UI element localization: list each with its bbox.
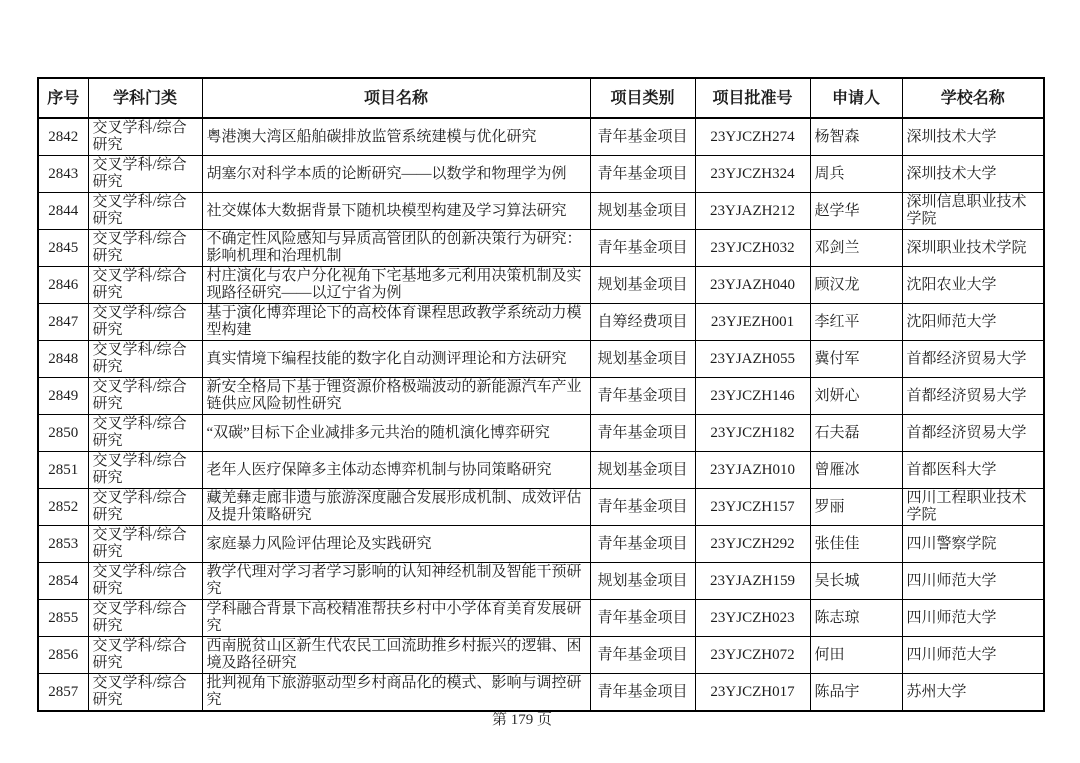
table-row — [38, 563, 1044, 600]
header-applicant: 申请人 — [810, 78, 902, 118]
cell-grant-number: 23YJCZH072 — [695, 637, 810, 674]
cell-school: 首都经济贸易大学 — [902, 341, 1044, 378]
cell-project-title: 老年人医疗保障多主体动态博弈机制与协同策略研究 — [202, 452, 590, 489]
cell-project-title: 村庄演化与农户分化视角下宅基地多元利用决策机制及实现路径研究——以辽宁省为例 — [202, 267, 590, 304]
cell-school: 深圳技术大学 — [902, 156, 1044, 193]
cell-school: 首都经济贸易大学 — [902, 378, 1044, 415]
cell-discipline: 交叉学科/综合研究 — [88, 637, 202, 674]
cell-school: 深圳技术大学 — [902, 118, 1044, 156]
cell-category: 规划基金项目 — [590, 267, 695, 304]
cell-project-title: “双碳”目标下企业减排多元共治的随机演化博弈研究 — [202, 415, 590, 452]
cell-school: 深圳信息职业技术学院 — [902, 193, 1044, 230]
table-header — [38, 78, 1044, 118]
cell-grant-number: 23YJCZH032 — [695, 230, 810, 267]
cell-applicant: 杨智森 — [810, 118, 902, 156]
cell-school: 四川师范大学 — [902, 600, 1044, 637]
table-row — [38, 600, 1044, 637]
cell-discipline: 交叉学科/综合研究 — [88, 193, 202, 230]
table-row — [38, 341, 1044, 378]
cell-school: 首都经济贸易大学 — [902, 415, 1044, 452]
cell-category: 青年基金项目 — [590, 230, 695, 267]
cell-project-title: 基于演化博弈理论下的高校体育课程思政教学系统动力模型构建 — [202, 304, 590, 341]
header-school: 学校名称 — [902, 78, 1044, 118]
cell-applicant: 李红平 — [810, 304, 902, 341]
cell-project-title: 批判视角下旅游驱动型乡村商品化的模式、影响与调控研究 — [202, 674, 590, 712]
table-row — [38, 674, 1044, 712]
cell-school: 深圳职业技术学院 — [902, 230, 1044, 267]
cell-applicant: 吴长城 — [810, 563, 902, 600]
cell-applicant: 曾雁冰 — [810, 452, 902, 489]
cell-applicant: 邓剑兰 — [810, 230, 902, 267]
cell-project-title: 新安全格局下基于锂资源价格极端波动的新能源汽车产业链供应风险韧性研究 — [202, 378, 590, 415]
table-row — [38, 193, 1044, 230]
cell-school: 四川工程职业技术学院 — [902, 489, 1044, 526]
cell-grant-number: 23YJCZH274 — [695, 118, 810, 156]
cell-grant-number: 23YJEZH001 — [695, 304, 810, 341]
cell-grant-number: 23YJAZH040 — [695, 267, 810, 304]
cell-category: 青年基金项目 — [590, 600, 695, 637]
cell-school: 四川警察学院 — [902, 526, 1044, 563]
table-row — [38, 452, 1044, 489]
cell-project-title: 西南脱贫山区新生代农民工回流助推乡村振兴的逻辑、困境及路径研究 — [202, 637, 590, 674]
cell-category: 青年基金项目 — [590, 118, 695, 156]
cell-project-title: 社交媒体大数据背景下随机块模型构建及学习算法研究 — [202, 193, 590, 230]
header-discipline: 学科门类 — [88, 78, 202, 118]
cell-discipline: 交叉学科/综合研究 — [88, 304, 202, 341]
table-row — [38, 304, 1044, 341]
table-row — [38, 230, 1044, 267]
cell-project-title: 真实情境下编程技能的数字化自动测评理论和方法研究 — [202, 341, 590, 378]
cell-serial: 2846 — [38, 267, 88, 304]
cell-applicant: 罗丽 — [810, 489, 902, 526]
cell-applicant: 赵学华 — [810, 193, 902, 230]
cell-school: 沈阳师范大学 — [902, 304, 1044, 341]
cell-applicant: 陈志琼 — [810, 600, 902, 637]
cell-serial: 2847 — [38, 304, 88, 341]
cell-serial: 2850 — [38, 415, 88, 452]
cell-discipline: 交叉学科/综合研究 — [88, 230, 202, 267]
cell-discipline: 交叉学科/综合研究 — [88, 341, 202, 378]
cell-discipline: 交叉学科/综合研究 — [88, 489, 202, 526]
cell-discipline: 交叉学科/综合研究 — [88, 452, 202, 489]
cell-serial: 2856 — [38, 637, 88, 674]
cell-serial: 2849 — [38, 378, 88, 415]
cell-serial: 2844 — [38, 193, 88, 230]
cell-discipline: 交叉学科/综合研究 — [88, 415, 202, 452]
table-body — [38, 118, 1044, 711]
cell-project-title: 学科融合背景下高校精准帮扶乡村中小学体育美育发展研究 — [202, 600, 590, 637]
cell-discipline: 交叉学科/综合研究 — [88, 267, 202, 304]
header-project-title: 项目名称 — [202, 78, 590, 118]
cell-category: 自筹经费项目 — [590, 304, 695, 341]
cell-school: 四川师范大学 — [902, 563, 1044, 600]
cell-grant-number: 23YJCZH292 — [695, 526, 810, 563]
cell-serial: 2852 — [38, 489, 88, 526]
cell-discipline: 交叉学科/综合研究 — [88, 378, 202, 415]
cell-grant-number: 23YJAZH055 — [695, 341, 810, 378]
cell-serial: 2851 — [38, 452, 88, 489]
cell-serial: 2855 — [38, 600, 88, 637]
header-serial: 序号 — [38, 78, 88, 118]
cell-serial: 2848 — [38, 341, 88, 378]
cell-applicant: 刘妍心 — [810, 378, 902, 415]
table-row — [38, 637, 1044, 674]
table-row — [38, 378, 1044, 415]
cell-project-title: 胡塞尔对科学本质的论断研究——以数学和物理学为例 — [202, 156, 590, 193]
cell-category: 青年基金项目 — [590, 674, 695, 712]
cell-grant-number: 23YJCZH017 — [695, 674, 810, 712]
table-row — [38, 118, 1044, 156]
cell-grant-number: 23YJCZH146 — [695, 378, 810, 415]
cell-grant-number: 23YJCZH157 — [695, 489, 810, 526]
cell-school: 苏州大学 — [902, 674, 1044, 712]
cell-applicant: 周兵 — [810, 156, 902, 193]
table-row — [38, 156, 1044, 193]
cell-category: 青年基金项目 — [590, 526, 695, 563]
cell-project-title: 藏羌彝走廊非遗与旅游深度融合发展形成机制、成效评估及提升策略研究 — [202, 489, 590, 526]
cell-project-title: 粤港澳大湾区船舶碳排放监管系统建模与优化研究 — [202, 118, 590, 156]
cell-category: 青年基金项目 — [590, 489, 695, 526]
header-category: 项目类别 — [590, 78, 695, 118]
cell-category: 青年基金项目 — [590, 637, 695, 674]
cell-grant-number: 23YJAZH010 — [695, 452, 810, 489]
header-row — [38, 78, 1044, 118]
cell-applicant: 张佳佳 — [810, 526, 902, 563]
cell-grant-number: 23YJAZH212 — [695, 193, 810, 230]
cell-discipline: 交叉学科/综合研究 — [88, 563, 202, 600]
table-row — [38, 267, 1044, 304]
grant-project-table — [37, 77, 1045, 712]
cell-discipline: 交叉学科/综合研究 — [88, 674, 202, 712]
cell-category: 规划基金项目 — [590, 193, 695, 230]
cell-category: 青年基金项目 — [590, 156, 695, 193]
cell-category: 青年基金项目 — [590, 378, 695, 415]
cell-school: 首都医科大学 — [902, 452, 1044, 489]
cell-category: 规划基金项目 — [590, 452, 695, 489]
page-number-footer: 第 179 页 — [491, 712, 552, 728]
cell-serial: 2842 — [38, 118, 88, 156]
cell-serial: 2843 — [38, 156, 88, 193]
cell-category: 规划基金项目 — [590, 563, 695, 600]
cell-discipline: 交叉学科/综合研究 — [88, 526, 202, 563]
cell-category: 规划基金项目 — [590, 341, 695, 378]
cell-project-title: 家庭暴力风险评估理论及实践研究 — [202, 526, 590, 563]
table-row — [38, 415, 1044, 452]
cell-grant-number: 23YJCZH023 — [695, 600, 810, 637]
cell-serial: 2857 — [38, 674, 88, 712]
cell-discipline: 交叉学科/综合研究 — [88, 118, 202, 156]
cell-applicant: 顾汉龙 — [810, 267, 902, 304]
cell-grant-number: 23YJCZH324 — [695, 156, 810, 193]
table-row — [38, 489, 1044, 526]
cell-serial: 2845 — [38, 230, 88, 267]
cell-grant-number: 23YJCZH182 — [695, 415, 810, 452]
cell-applicant: 陈品宇 — [810, 674, 902, 712]
cell-school: 四川师范大学 — [902, 637, 1044, 674]
cell-applicant: 冀付军 — [810, 341, 902, 378]
cell-serial: 2854 — [38, 563, 88, 600]
table-row — [38, 526, 1044, 563]
cell-project-title: 教学代理对学习者学习影响的认知神经机制及智能干预研究 — [202, 563, 590, 600]
cell-grant-number: 23YJAZH159 — [695, 563, 810, 600]
cell-school: 沈阳农业大学 — [902, 267, 1044, 304]
cell-project-title: 不确定性风险感知与异质高管团队的创新决策行为研究：影响机理和治理机制 — [202, 230, 590, 267]
cell-discipline: 交叉学科/综合研究 — [88, 156, 202, 193]
cell-discipline: 交叉学科/综合研究 — [88, 600, 202, 637]
header-grant-number: 项目批准号 — [695, 78, 810, 118]
cell-applicant: 何田 — [810, 637, 902, 674]
cell-applicant: 石夫磊 — [810, 415, 902, 452]
cell-category: 青年基金项目 — [590, 415, 695, 452]
cell-serial: 2853 — [38, 526, 88, 563]
